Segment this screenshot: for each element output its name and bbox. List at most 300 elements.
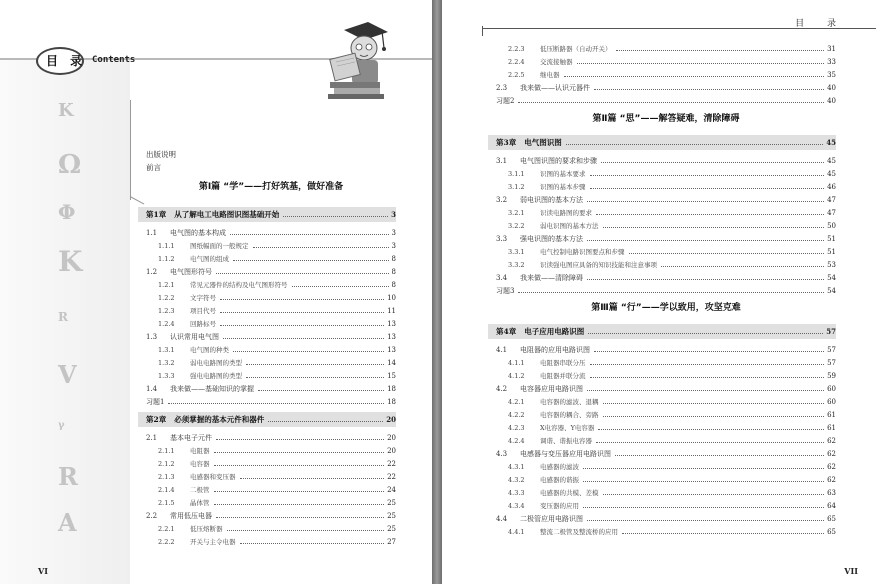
page-ref: 61 [827, 423, 836, 432]
entry-number: 2.2.1 [158, 524, 175, 533]
leader-dots [622, 533, 824, 534]
entry-title: 习题3 [496, 286, 515, 295]
chapter-entries [496, 343, 836, 538]
page-ref: 25 [387, 524, 396, 533]
page-ref: 53 [827, 260, 836, 269]
toc-entry[interactable] [496, 219, 836, 232]
entry-title: X电容器、Y电容器 [540, 424, 595, 432]
leader-dots [214, 465, 385, 466]
page-ref: 63 [827, 488, 836, 497]
entry-title: 回路标号 [190, 320, 216, 328]
page-ref: 25 [387, 498, 396, 507]
entry-number: 4.1 [496, 345, 508, 354]
entry-title: 常见元器件的结构及电气图形符号 [190, 281, 288, 289]
toc-entry[interactable] [496, 271, 836, 284]
toc-entry[interactable] [496, 473, 836, 486]
entry-title: 我来做——基础知识的掌握 [170, 384, 254, 393]
entry-number: 1.2.2 [158, 293, 175, 302]
entry-number: 2.2.2 [158, 537, 175, 546]
entry-number: 4.2.2 [508, 410, 525, 419]
entry-number: 4.3.4 [508, 501, 525, 510]
leader-dots [220, 299, 384, 300]
entry-number: 3.1.1 [508, 169, 525, 178]
toc-entry[interactable] [496, 284, 836, 297]
entry-number: 3.3 [496, 234, 508, 243]
left-page [0, 0, 432, 584]
chapter-title: 从了解电工电路图识图基础开始 [174, 210, 280, 219]
page-ref: 31 [827, 44, 836, 53]
toc-entry[interactable] [146, 395, 396, 408]
entry-title: 电气图的组成 [190, 255, 229, 263]
leader-dots [583, 481, 824, 482]
entry-number: 1.3.2 [158, 358, 175, 367]
toc-entry[interactable] [496, 245, 836, 258]
mascot-reading-illustration [322, 18, 392, 100]
leader-dots [603, 416, 825, 417]
page-ref: 51 [827, 234, 836, 243]
toc-entry[interactable] [496, 486, 836, 499]
leader-dots [596, 442, 824, 443]
toc-entry[interactable] [496, 369, 836, 382]
page-ref: 60 [827, 384, 836, 393]
entry-number: 4.2.4 [508, 436, 525, 445]
entry-title: 电阻器的应用电路识图 [520, 345, 590, 354]
entry-number: 2.2 [146, 511, 158, 520]
page-ref: 62 [827, 475, 836, 484]
entry-number: 4.3.2 [508, 475, 525, 484]
page-ref: 45 [826, 138, 836, 147]
page-ref: 40 [827, 96, 836, 105]
entry-number: 2.3 [496, 83, 508, 92]
entry-title: 电容器应用电路识图 [520, 384, 583, 393]
entry-title: 习题1 [146, 397, 165, 406]
entry-number: 2.2.4 [508, 57, 525, 66]
page-ref: 40 [827, 83, 836, 92]
entry-title: 弱电电路图的类型 [190, 359, 242, 367]
toc-entry[interactable] [496, 206, 836, 219]
entry-number: 2.1.1 [158, 446, 175, 455]
entry-title: 交流接触器 [540, 58, 573, 66]
page-number: VII [844, 566, 858, 576]
entry-title: 低压断路器（自动开关） [540, 45, 612, 53]
toc-entry[interactable] [496, 434, 836, 447]
entry-title: 我来做——清除障碍 [520, 273, 583, 282]
toc-title-english: Contents [92, 55, 136, 65]
leader-dots [292, 286, 389, 287]
page-ref: 45 [827, 169, 836, 178]
toc-entry[interactable] [496, 193, 836, 206]
page-ref: 62 [827, 462, 836, 471]
toc-entry[interactable] [496, 167, 836, 180]
leader-dots [603, 494, 825, 495]
toc-entry[interactable] [146, 239, 396, 252]
leader-dots [566, 144, 824, 145]
entry-number: 4.3.3 [508, 488, 525, 497]
entry-title: 我来做——认识元器件 [520, 83, 590, 92]
decorative-letter: A [58, 508, 77, 537]
chapter-number: 第1章 [146, 210, 167, 219]
decorative-line [130, 196, 145, 204]
entry-title: 习题2 [496, 96, 515, 105]
running-header [482, 14, 876, 29]
toc-entry[interactable] [146, 522, 396, 535]
leader-dots [283, 216, 388, 217]
decorative-letter: R [58, 462, 78, 491]
toc-entry[interactable] [146, 278, 396, 291]
entry-number: 4.3.1 [508, 462, 525, 471]
page-ref: 46 [827, 182, 836, 191]
entry-title: 开关与主令电器 [190, 538, 236, 546]
chapter-heading[interactable] [488, 324, 836, 339]
decorative-letter: γ [58, 420, 65, 431]
chapter-heading[interactable] [138, 207, 396, 222]
leader-dots [587, 520, 824, 521]
entry-title: 晶体管 [190, 499, 210, 507]
page-ref: 47 [827, 195, 836, 204]
page-ref: 25 [387, 511, 396, 520]
toc-entry[interactable] [146, 444, 396, 457]
front-matter-item[interactable]: 前言 [146, 163, 161, 172]
chapter-heading[interactable] [488, 135, 836, 150]
page-ref: 18 [387, 384, 396, 393]
leader-dots [598, 429, 824, 430]
page-ref: 10 [387, 293, 396, 302]
chapter-entries [496, 154, 836, 297]
entry-number: 2.1.2 [158, 459, 175, 468]
toc-entry[interactable] [496, 395, 836, 408]
running-header-title: 目 录 [795, 19, 846, 29]
leader-dots [616, 50, 825, 51]
leader-dots [214, 491, 385, 492]
entry-number: 3.3.2 [508, 260, 525, 269]
entry-number: 4.2.1 [508, 397, 525, 406]
leader-dots [220, 325, 384, 326]
chapter-number: 第3章 [496, 138, 517, 147]
leader-dots [590, 188, 825, 189]
toc-entry[interactable] [496, 512, 836, 525]
toc-entry[interactable] [146, 496, 396, 509]
leader-dots [603, 403, 825, 404]
chapter-number: 第4章 [496, 327, 517, 336]
toc-entry[interactable] [146, 470, 396, 483]
leader-dots [227, 530, 385, 531]
leader-dots [240, 543, 385, 544]
entry-title: 图纸幅面的一般规定 [190, 242, 249, 250]
entry-title: 电气控制电路识图要点和步骤 [540, 248, 625, 256]
entry-title: 文字符号 [190, 294, 216, 302]
decorative-letter: K [58, 245, 83, 278]
page-ref: 33 [827, 57, 836, 66]
toc-entry[interactable] [496, 258, 836, 271]
leader-dots [253, 247, 389, 248]
leader-dots [220, 312, 384, 313]
entry-number: 4.4.1 [508, 527, 525, 536]
page-ref: 62 [827, 436, 836, 445]
page-ref: 20 [387, 446, 396, 455]
leader-dots [216, 273, 389, 274]
page-ref: 11 [387, 306, 396, 315]
entry-number: 4.1.1 [508, 358, 525, 367]
leader-dots [258, 390, 384, 391]
toc-entry[interactable] [496, 499, 836, 512]
entry-title: 常用低压电器 [170, 511, 212, 520]
entry-title: 电感器和变压器 [190, 473, 236, 481]
toc-entry[interactable] [146, 265, 396, 278]
chapter-title: 电气图识图 [524, 138, 562, 147]
page-ref: 13 [387, 345, 396, 354]
entry-title: 电感器的滤波 [540, 463, 579, 471]
entry-title: 二极管应用电路识图 [520, 514, 583, 523]
decorative-letter: K [58, 100, 74, 121]
leader-dots [214, 504, 385, 505]
front-matter-item[interactable]: 出版说明 [146, 150, 176, 159]
toc-left-list [146, 177, 396, 548]
leader-dots [588, 333, 823, 334]
toc-entry[interactable] [496, 180, 836, 193]
entry-title: 变压器的应用 [540, 502, 579, 510]
chapter-entries [496, 42, 836, 107]
leader-dots [168, 403, 384, 404]
page-ref: 24 [387, 485, 396, 494]
page-ref: 57 [827, 358, 836, 367]
entry-number: 3.2 [496, 195, 508, 204]
page-ref: 22 [387, 472, 396, 481]
leader-dots [240, 478, 385, 479]
decorative-letter: V [58, 360, 77, 389]
page-ref: 57 [826, 327, 836, 336]
entry-number: 2.1.5 [158, 498, 175, 507]
chapter-title: 必须掌握的基本元件和器件 [174, 415, 265, 424]
toc-entry[interactable] [146, 431, 396, 444]
toc-entry[interactable] [496, 356, 836, 369]
page-ref: 64 [827, 501, 836, 510]
chapter-number: 第2章 [146, 415, 167, 424]
entry-title: 电容器的滤波、退耦 [540, 398, 599, 406]
entry-title: 电容器的耦合、旁路 [540, 411, 599, 419]
part-title: 第Ⅲ篇 “行”——学以致用，攻坚克难 [591, 303, 741, 313]
decorative-letter: R [58, 310, 68, 324]
page-ref: 8 [391, 267, 396, 276]
leader-dots [661, 266, 824, 267]
entry-number: 4.2.3 [508, 423, 525, 432]
chapter-entries [146, 226, 396, 408]
toc-entry[interactable] [146, 509, 396, 522]
page-ref: 3 [391, 210, 396, 219]
leader-dots [594, 351, 824, 352]
entry-title: 电感器的谐振 [540, 476, 579, 484]
toc-entry[interactable] [146, 343, 396, 356]
entry-title: 识图的基本步骤 [540, 183, 586, 191]
entry-title: 二极管 [190, 486, 210, 494]
toc-entry[interactable] [496, 460, 836, 473]
leader-dots [587, 240, 824, 241]
entry-number: 4.3 [496, 449, 508, 458]
leader-dots [233, 260, 389, 261]
toc-entry[interactable] [146, 252, 396, 265]
toc-entry[interactable] [496, 382, 836, 395]
entry-title: 电容器 [190, 460, 210, 468]
page-ref: 8 [391, 280, 396, 289]
page-ref: 15 [387, 371, 396, 380]
leader-dots [601, 162, 824, 163]
entry-number: 4.4 [496, 514, 508, 523]
page-ref: 35 [827, 70, 836, 79]
toc-entry[interactable] [146, 356, 396, 369]
chapter-title: 电子应用电路识图 [524, 327, 585, 336]
entry-title: 识图的基本要求 [540, 170, 586, 178]
page-ref: 59 [827, 371, 836, 380]
entry-number: 3.4 [496, 273, 508, 282]
entry-number: 1.1 [146, 228, 158, 237]
page-ref: 54 [827, 286, 836, 295]
page-ref: 51 [827, 247, 836, 256]
entry-number: 1.2.4 [158, 319, 175, 328]
entry-number: 3.2.1 [508, 208, 525, 217]
toc-entry[interactable] [146, 535, 396, 548]
toc-entry[interactable] [496, 68, 836, 81]
toc-entry[interactable] [146, 382, 396, 395]
leader-dots [587, 201, 824, 202]
entry-number: 2.1 [146, 433, 158, 442]
leader-dots [216, 517, 384, 518]
entry-number: 2.1.3 [158, 472, 175, 481]
toc-entry[interactable] [496, 232, 836, 245]
toc-entry[interactable] [496, 94, 836, 107]
leader-dots [587, 390, 824, 391]
entry-number: 3.2.2 [508, 221, 525, 230]
entry-number: 1.4 [146, 384, 158, 393]
entry-number: 3.3.1 [508, 247, 525, 256]
entry-title: 识读强电图应具备的知识技能和注意事项 [540, 261, 657, 269]
decorative-letter: Φ [58, 200, 76, 224]
leader-dots [590, 175, 825, 176]
entry-number: 2.1.4 [158, 485, 175, 494]
leader-dots [629, 253, 825, 254]
entry-number: 4.2 [496, 384, 508, 393]
page-ref: 20 [387, 433, 396, 442]
entry-title: 继电器 [540, 71, 560, 79]
entry-number: 1.3.1 [158, 345, 175, 354]
toc-entry[interactable] [146, 369, 396, 382]
leader-dots [596, 214, 824, 215]
leader-dots [583, 507, 824, 508]
entry-number: 1.1.2 [158, 254, 175, 263]
entry-title: 调谐、谐振电容器 [540, 437, 592, 445]
leader-dots [577, 63, 825, 64]
entry-title: 低压熔断器 [190, 525, 223, 533]
page-ref: 62 [827, 449, 836, 458]
leader-dots [518, 292, 824, 293]
toc-entry[interactable] [146, 483, 396, 496]
leader-dots [230, 234, 389, 235]
leader-dots [246, 364, 384, 365]
entry-number: 3.1 [496, 156, 508, 165]
leader-dots [268, 421, 383, 422]
entry-title: 弱电识图的基本方法 [540, 222, 599, 230]
toc-entry[interactable] [146, 317, 396, 330]
page-ref: 13 [387, 319, 396, 328]
toc-entry[interactable] [496, 81, 836, 94]
entry-number: 1.2.3 [158, 306, 175, 315]
toc-entry[interactable] [496, 421, 836, 434]
page-ref: 47 [827, 208, 836, 217]
toc-entry[interactable] [146, 330, 396, 343]
entry-title: 电阻器并联分流 [540, 372, 586, 380]
decorative-letter: Ω [58, 150, 82, 180]
chapter-entries [146, 431, 396, 548]
leader-dots [216, 439, 384, 440]
toc-right-list [496, 42, 836, 538]
page-ref: 45 [827, 156, 836, 165]
leader-dots [518, 102, 824, 103]
entry-title: 电感器的共模、差模 [540, 489, 599, 497]
toc-entry[interactable] [496, 55, 836, 68]
toc-entry[interactable] [496, 343, 836, 356]
toc-entry[interactable] [496, 154, 836, 167]
entry-title: 整流二极管及整流桥的应用 [540, 528, 618, 536]
entry-title: 电阻器 [190, 447, 210, 455]
page-ref: 18 [387, 397, 396, 406]
page-ref: 65 [827, 527, 836, 536]
chapter-heading[interactable] [138, 412, 396, 427]
page-ref: 14 [387, 358, 396, 367]
leader-dots [564, 76, 825, 77]
toc-front-matter [146, 148, 396, 174]
entry-title: 电气图的种类 [190, 346, 229, 354]
leader-dots [594, 89, 824, 90]
entry-title: 电气图的基本构成 [170, 228, 226, 237]
page-ref: 65 [827, 514, 836, 523]
entry-title: 电气图识图的要求和步骤 [520, 156, 597, 165]
toc-entry[interactable] [146, 304, 396, 317]
page-ref: 57 [827, 345, 836, 354]
leader-dots [587, 279, 824, 280]
leader-dots [590, 364, 825, 365]
leader-dots [603, 227, 825, 228]
entry-title: 识读电路图的要求 [540, 209, 592, 217]
entry-number: 1.3 [146, 332, 158, 341]
leader-dots [583, 468, 824, 469]
entry-number: 2.2.5 [508, 70, 525, 79]
page-ref: 61 [827, 410, 836, 419]
leader-dots [246, 377, 384, 378]
entry-number: 1.2.1 [158, 280, 175, 289]
entry-title: 强电电路图的类型 [190, 372, 242, 380]
leader-dots [590, 377, 825, 378]
page-ref: 27 [387, 537, 396, 546]
toc-entry[interactable] [496, 447, 836, 460]
page-ref: 22 [387, 459, 396, 468]
entry-number: 3.1.2 [508, 182, 525, 191]
toc-entry[interactable] [496, 525, 836, 538]
toc-entry[interactable] [146, 226, 396, 239]
page-number: VI [38, 566, 48, 576]
entry-title: 认识常用电气图 [170, 332, 219, 341]
leader-dots [233, 351, 384, 352]
toc-entry[interactable] [146, 291, 396, 304]
leader-dots [615, 455, 824, 456]
entry-title: 电阻器串联分压 [540, 359, 586, 367]
entry-title: 电感器与变压器应用电路识图 [520, 449, 611, 458]
page-ref: 3 [391, 228, 396, 237]
toc-entry[interactable] [496, 42, 836, 55]
entry-number: 2.2.3 [508, 44, 525, 53]
toc-entry[interactable] [496, 408, 836, 421]
entry-title: 基本电子元件 [170, 433, 212, 442]
page-ref: 8 [391, 254, 396, 263]
part-title: 第Ⅰ篇 “学”——打好筑基，做好准备 [198, 182, 344, 192]
toc-entry[interactable] [146, 457, 396, 470]
